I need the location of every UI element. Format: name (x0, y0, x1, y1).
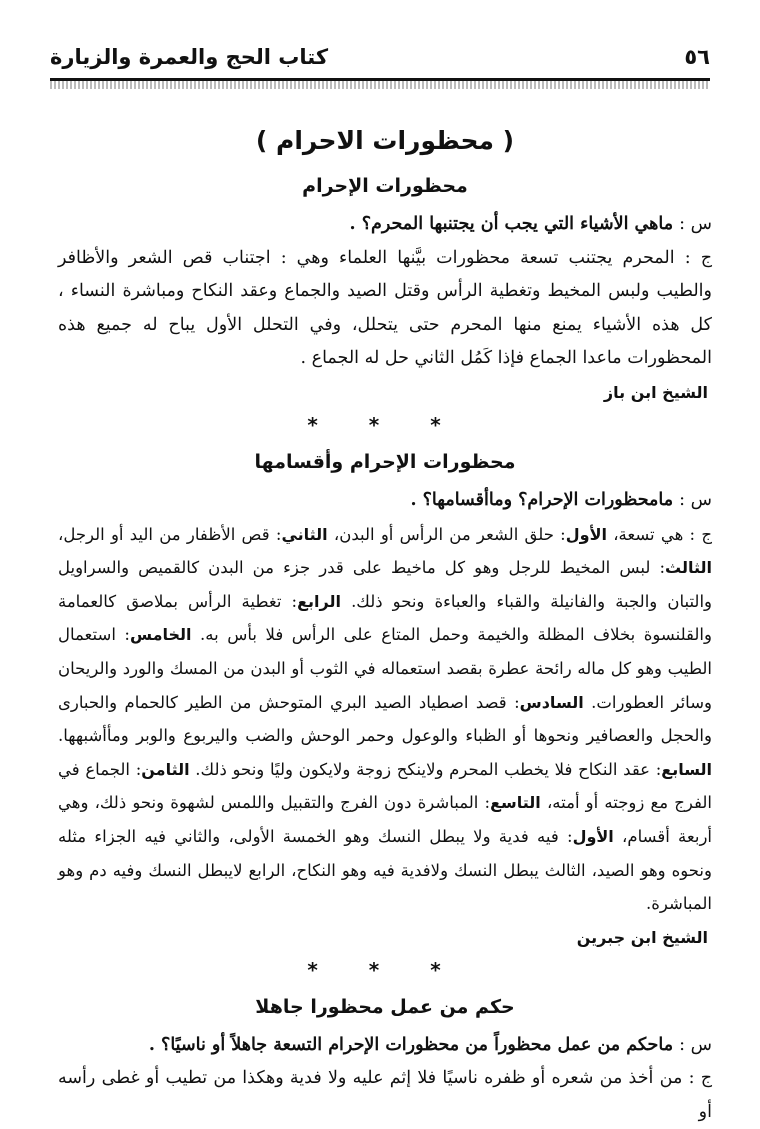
section-title: حكم من عمل محظورا جاهلا (255, 995, 515, 1018)
answer-fragment: : عقد النكاح فلا يخطب المحرم ولاينكح زوجة ولايكون وليًا ونحو ذلك. (189, 759, 662, 779)
question (58, 1029, 712, 1063)
answer-text: ج : من أخذ من شعره أو ظفره ناسيًا فلا إثم عليه ولا فدية وهكذا من تطيب أو غطى رأسه أو (58, 1068, 712, 1122)
ordinal-keyword: السادس (519, 692, 584, 712)
ordinal-keyword: السابع (661, 759, 712, 779)
answer-text: ج : المحرم يجتنب تسعة محظورات بيَّنها العلماء وهي : اجتناب قص الشعر والأظافر والطيب ولبس المخيط وتغطية الرأس وقتل الصيد والجماع وعقد النكاح ومباشرة النساء ، كل هذه الأشياء يمنع منها المحرم حتى يتحلل، وفي التحلل الأول يباح له جميع هذه المحظورات ماعدا الجماع فإذا كَمُل الثاني حل له الجماع . (58, 247, 712, 369)
ordinal-keyword: الخامس (129, 625, 192, 645)
answer-fragment: : قصد اصطياد الصيد البري المتوحش من الطير كالحمام والحبارى والحجل والعصافير ونحوها أو الظباء والوعول وحمر الوحش والضب واليربوع والوبر ومأأشبهها. (58, 692, 712, 746)
page-header (50, 40, 710, 74)
page-number: ٥٦ (684, 45, 710, 69)
header-rule (50, 78, 710, 89)
answer-fragment: : لبس المخيط للرجل وهو كل ماخيط على قدر جزء من البدن كالقميص والسراويل والتبان والجبة والفانيلة والقباء والعباءة ونحو ذلك. (58, 558, 713, 611)
ordinal-keyword: الرابع (297, 591, 341, 611)
question-text: مامحظورات الإحرام؟ وماأقسامها؟ . (410, 489, 674, 510)
answer-fragment: : فيه فدية ولا يبطل النسك وهو الخمسة الأولى، والثاني فيه الجزاء مثله ونحوه وهو الصيد، الثالث يبطل النسك ولافدية فيه وهو النكاح، الرابع لايبطل النسك وفيه دم وهو المباشرة. (58, 826, 712, 914)
ordinal-keyword: الثاني (281, 524, 328, 544)
section-title: محظورات الإحرام (302, 175, 468, 197)
question-text: ماحكم من عمل محظوراً من محظورات الإحرام التسعة جاهلاً أو ناسيًا؟ . (148, 1034, 674, 1055)
question-prefix: س : (679, 489, 712, 510)
answer-fragment: : حلق الشعر من الرأس أو البدن، (327, 524, 566, 544)
section-title: محظورات الإحرام وأقسامها (254, 450, 516, 473)
answer-text (58, 518, 712, 921)
answer-fragment: : المباشرة دون الفرج والتقبيل واللمس لشهوة ونحو ذلك، وهي أربعة أقسام، (58, 793, 713, 846)
separator: * * * (307, 957, 463, 982)
answer-fragment: : تغطية الرأس بملاصق كالعمامة والقلنسوة بخلاف المظلة والخيمة وحمل المتاع على الرأس فلا بأس به. (58, 591, 712, 645)
question (58, 484, 712, 518)
question-text: ماهي الأشياء التي يجب أن يجتنبها المحرم؟ . (349, 214, 674, 234)
answer-fragment: ج : هي تسعة، (606, 524, 712, 544)
page-content (58, 118, 712, 1129)
answer-fragment: : الجماع في الفرج مع زوجته أو أمته، (58, 759, 712, 813)
ordinal-keyword: الثالث (665, 558, 712, 578)
question-prefix: س : (679, 214, 712, 234)
scholar-signature: الشيخ ابن جبرين (576, 927, 708, 947)
question-prefix: س : (679, 1034, 712, 1055)
ordinal-keyword: الأول (572, 826, 614, 846)
question (58, 208, 712, 242)
chapter-title: ( محظورات الاحرام ) (255, 126, 515, 155)
ordinal-keyword: الأول (565, 524, 607, 544)
answer-fragment: : استعمال الطيب وهو كل ماله رائحة عطرة بقصد استعماله في الثوب أو البدن من المسك والورد والريحان وسائر العطورات. (58, 625, 712, 712)
answer-fragment: : قص الأظفار من اليد أو الرجل، (58, 524, 282, 544)
separator: * * * (307, 412, 463, 437)
scholar-signature: الشيخ ابن باز (603, 382, 708, 402)
ordinal-keyword: التاسع (490, 793, 541, 813)
ordinal-keyword: الثامن (141, 759, 190, 779)
book-title: كتاب الحج والعمرة والزيارة (50, 45, 329, 69)
